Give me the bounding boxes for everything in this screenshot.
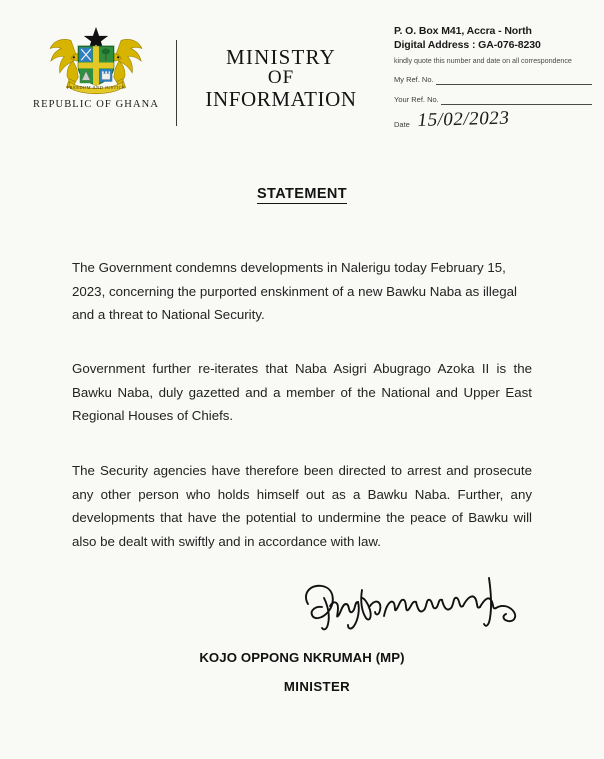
- letterhead-divider: [176, 40, 177, 126]
- your-ref-input[interactable]: [441, 95, 592, 105]
- your-ref-label: Your Ref. No.: [394, 95, 439, 105]
- address-block: [394, 24, 592, 132]
- paragraph-1: The Government condemns developments in Nalerigu today February 15, 2023, concerning the purported enskinment of a new Bawku Naba as illegal and a threat to National Security.: [72, 260, 517, 323]
- handwritten-signature-icon: [300, 576, 540, 638]
- ministry-word-of: OF: [267, 67, 295, 89]
- coat-of-arms-icon: [44, 24, 148, 98]
- quote-instruction-note: kindly quote this number and date on all correspondence: [394, 56, 572, 66]
- date-row: [394, 107, 592, 132]
- ghana-coat-of-arms-block: [22, 24, 170, 110]
- signature-image: [300, 576, 540, 638]
- ministry-word-ministry: MINISTRY: [226, 45, 336, 69]
- paragraph-3: The Security agencies have therefore been directed to arrest and prosecute any other person who holds himself out as a Bawku Naba. Further, any developments that have the potential to undermine the peace of Bawku will also be dealt with swiftly and in accordance with law.: [72, 463, 532, 549]
- my-ref-row: [394, 72, 592, 85]
- digital-address-line: Digital Address : GA-076-8230: [394, 39, 541, 52]
- signatory-title: MINISTER: [283, 679, 351, 694]
- paragraph-2: Government further re-iterates that Naba Asigri Abugrago Azoka II is the Bawku Naba, duly gazetted and a member of the National and Upper East Regional Houses of Chiefs.: [72, 361, 532, 424]
- signatory-name: KOJO OPPONG NKRUMAH (MP): [199, 650, 405, 665]
- republic-of-ghana-caption: REPUBLIC OF GHANA: [32, 99, 160, 110]
- ministry-title-block: [186, 46, 376, 111]
- your-ref-row: [394, 92, 592, 105]
- my-ref-label: My Ref. No.: [394, 75, 434, 85]
- svg-text:FREEDOM AND JUSTICE: FREEDOM AND JUSTICE: [66, 84, 126, 90]
- po-box-line: P. O. Box M41, Accra - North: [394, 25, 532, 37]
- date-label: Date: [394, 120, 410, 130]
- handwritten-date-value: 15/02/2023: [415, 107, 511, 132]
- my-ref-input[interactable]: [436, 75, 592, 85]
- ministry-word-information: INFORMATION: [205, 87, 357, 112]
- statement-heading: [0, 186, 604, 202]
- statement-heading-text: STATEMENT: [256, 186, 348, 202]
- letterhead: [0, 18, 604, 132]
